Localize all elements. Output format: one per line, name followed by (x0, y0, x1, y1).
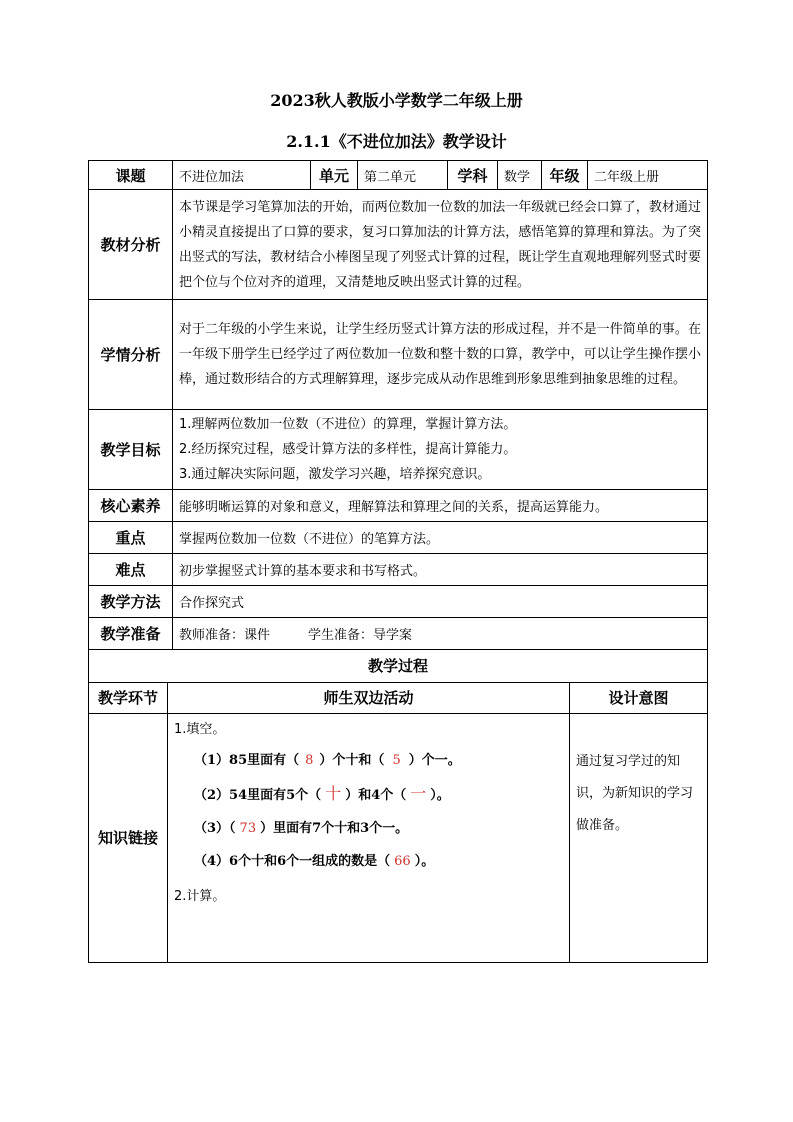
grade-value: 二年级上册 (588, 161, 708, 190)
subject-label: 学科 (448, 161, 498, 190)
question-1: （1）85里面有（ 8 ）个十和（ 5 ）个一。 (194, 752, 461, 768)
core-literacy-label: 核心素养 (89, 490, 173, 522)
core-literacy-text: 能够明晰运算的对象和意义，理解算法和算理之间的关系，提高运算能力。 (173, 490, 708, 522)
design-intent-text: 通过复习学过的知识，为新知识的学习做准备。 (570, 713, 708, 962)
textbook-analysis-label: 教材分析 (89, 190, 173, 300)
doc-subtitle: 2.1.1《不进位加法》教学设计 (286, 132, 507, 151)
doc-title: 2023秋人教版小学数学二年级上册 (270, 91, 523, 110)
answer-2a: 十 (325, 783, 342, 803)
preparation-text (173, 618, 708, 650)
teaching-method-label: 教学方法 (89, 586, 173, 618)
teaching-method-text: 合作探究式 (173, 586, 708, 618)
teaching-goals-list (173, 410, 708, 490)
teaching-process-table (88, 649, 708, 963)
col-stage-header: 教学环节 (89, 682, 168, 713)
unit-label: 单元 (311, 161, 358, 190)
teacher-prep: 教师准备：课件 (179, 628, 271, 643)
answer-2b: 一 (410, 783, 427, 803)
fill-blank-title: 1.填空。 (174, 721, 226, 737)
lesson-plan-table (88, 160, 708, 650)
answer-1b: 5 (392, 752, 401, 768)
process-heading: 教学过程 (89, 649, 708, 682)
goal-item: 1.理解两位数加一位数（不进位）的算理，掌握计算方法。 (179, 417, 517, 432)
col-activity-header: 师生双边活动 (168, 682, 570, 713)
topic-label: 课题 (89, 161, 173, 190)
answer-1a: 8 (305, 752, 314, 768)
student-analysis-text: 对于二年级的小学生来说，让学生经历竖式计算方法的形成过程，并不是一件简单的事。在一年级下册学生已经学过了两位数加一位数和整十数的口算，教学中，可以让学生操作摆小棒，通过数形结合的方式理解算理，逐步完成从动作思维到形象思维到抽象思维的过程。 (173, 300, 708, 410)
col-intent-header: 设计意图 (570, 682, 708, 713)
calculation-title: 2.计算。 (174, 888, 226, 904)
stage-knowledge-link-label: 知识链接 (89, 713, 168, 962)
topic-value: 不进位加法 (173, 161, 311, 190)
difficulty-text: 初步掌握竖式计算的基本要求和书写格式。 (173, 554, 708, 586)
unit-value: 第二单元 (358, 161, 448, 190)
goal-item: 2.经历探究过程，感受计算方法的多样性，提高计算能力。 (179, 442, 517, 457)
goal-item: 3.通过解决实际问题，激发学习兴趣，培养探究意识。 (179, 467, 491, 482)
teaching-goals-label: 教学目标 (89, 410, 173, 490)
question-3: （3）（ 73 ）里面有7个十和3个一。 (194, 820, 409, 836)
key-point-label: 重点 (89, 522, 173, 554)
textbook-analysis-text: 本节课是学习笔算加法的开始，而两位数加一位数的加法一年级就已经会口算了，教材通过小精灵直接提出了口算的要求，复习口算加法的计算方法，感悟笔算的算理和算法。为了突出竖式的写法，教材结合小棒图呈现了列竖式计算的过程，既让学生直观地理解列竖式时要把个位与个位对齐的道理，又清楚地反映出竖式计算的过程。 (173, 190, 708, 300)
grade-label: 年级 (542, 161, 588, 190)
student-analysis-label: 学情分析 (89, 300, 173, 410)
subject-value: 数学 (498, 161, 542, 190)
question-4: （4）6个十和6个一组成的数是（ 66 ）。 (194, 853, 435, 869)
student-prep: 学生准备：导学案 (308, 628, 413, 643)
answer-4: 66 (394, 853, 411, 869)
difficulty-label: 难点 (89, 554, 173, 586)
activity-cell (168, 713, 570, 962)
question-2: （2）54里面有5个（ 十 ）和4个（ 一 ）。 (194, 783, 450, 803)
answer-3: 73 (239, 820, 257, 836)
preparation-label: 教学准备 (89, 618, 173, 650)
key-point-text: 掌握两位数加一位数（不进位）的笔算方法。 (173, 522, 708, 554)
